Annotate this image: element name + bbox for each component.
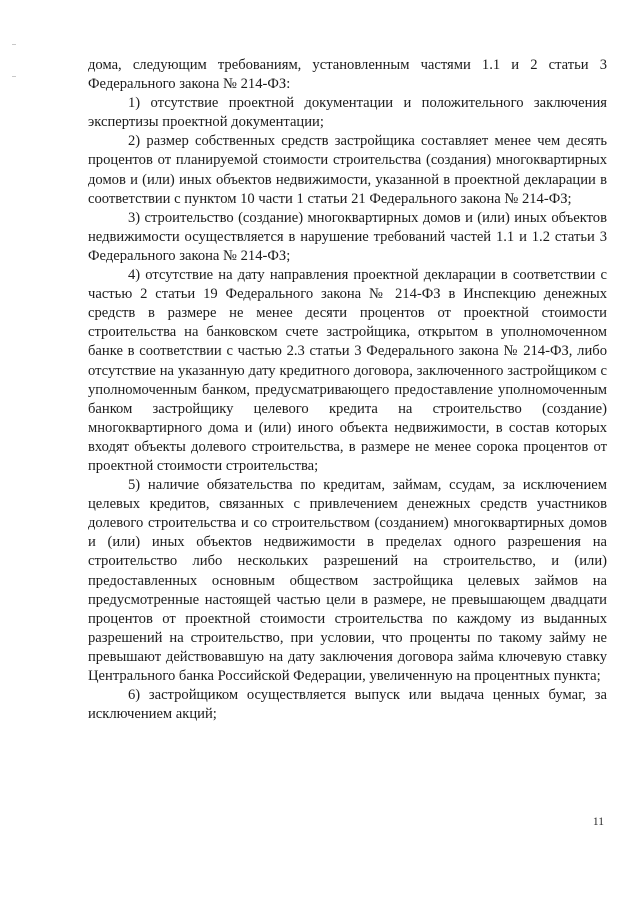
- document-body: [88, 56, 607, 724]
- paragraph-item-5: 5) наличие обязательства по кредитам, займам, ссудам, за исключением целевых кредитов, связанных с привлечением денежных средств участников долевого строительства и со строительством (созданием) многоквартирных домов и (или) иных объектов недвижимости в пределах одного разрешения на строительство либо нескольких разрешений на строительство, и (или) предоставленных основным обществом застройщика целевых займов на предусмотренные настоящей частью цели в размере, не превышающем двадцати процентов от проектной стоимости строительства по каждому из выданных разрешений на строительство, при условии, что проценты по такому займу не превышают действовавшую на дату заключения договора займа ключевую ставку Центрального банка Российской Федерации, увеличенную на процентных пункта;: [88, 477, 607, 684]
- page-number: 11: [592, 816, 604, 828]
- scan-speck: [12, 44, 16, 45]
- paragraph-item-6: 6) застройщиком осуществляется выпуск или выдача ценных бумаг, за исключением акций;: [88, 687, 607, 723]
- paragraph-item-4: 4) отсутствие на дату направления проектной декларации в соответствии с частью 2 статьи 19 Федерального закона № 214-ФЗ в Инспекцию денежных средств в размере не менее десяти процентов от проектной стоимости строительства на банковском счете застройщика, открытом в уполномоченном банке в соответствии с частью 2.3 статьи 3 Федерального закона № 214-ФЗ, либо отсутствие на указанную дату кредитного договора, заключенного застройщиком с уполномоченным банком, предусматривающего предоставление уполномоченным банком застройщику целевого кредита на строительство (создание) многоквартирного дома и (или) иного объекта недвижимости, в состав которых входят объекты долевого строительства, в размере не менее сорока процентов от проектной стоимости строительства;: [88, 267, 607, 474]
- scan-speck: [12, 76, 16, 77]
- paragraph-item-1: 1) отсутствие проектной документации и положительного заключения экспертизы проектной документации;: [88, 95, 607, 131]
- paragraph-item-2: 2) размер собственных средств застройщика составляет менее чем десять процентов от планируемой стоимости строительства (создания) многоквартирных домов и (или) иных объектов недвижимости, указанной в проектной декларации в соответствии с пунктом 10 части 1 статьи 21 Федерального закона № 214-ФЗ;: [88, 133, 607, 207]
- paragraph-item-3: 3) строительство (создание) многоквартирных домов и (или) иных объектов недвижимости осуществляется в нарушение требований частей 1.1 и 1.2 статьи 3 Федерального закона № 214-ФЗ;: [88, 209, 607, 264]
- paragraph-intro: дома, следующим требованиям, установленным частями 1.1 и 2 статьи 3 Федерального закона № 214-ФЗ:: [88, 57, 607, 93]
